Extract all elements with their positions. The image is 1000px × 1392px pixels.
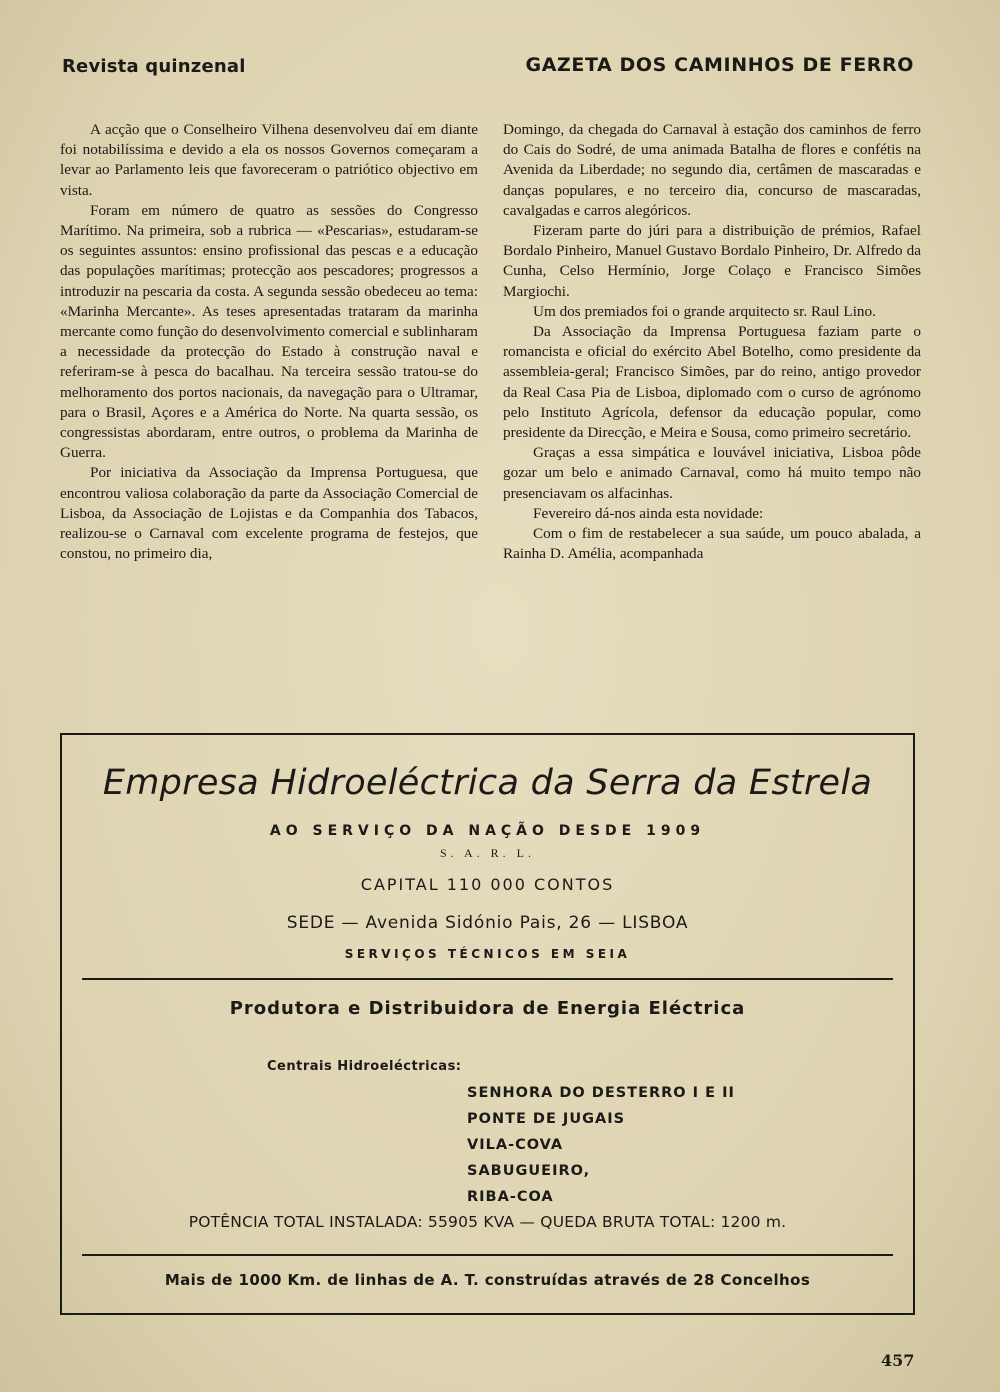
paragraph: Fevereiro dá-nos ainda esta novidade:: [533, 504, 764, 522]
ad-headquarters: SEDE — Avenida Sidónio Pais, 26 — LISBOA: [286, 913, 689, 933]
ad-technical-services: SERVIÇOS TÉCNICOS EM SEIA: [344, 947, 631, 961]
paragraph: Com o fim de restabelecer a sua saúde, um pouco abalada, a Rainha D. Amélia, acompanhada: [503, 525, 921, 563]
ad-plants-list: [467, 1080, 735, 1210]
plant-item: SENHORA DO DESTERRO I E II: [467, 1085, 735, 1101]
paragraph: Fizeram parte do júri para a distribuição de prémios, Rafael Bordalo Pinheiro, Manuel Gustavo Bordalo Pinheiro, Dr. Alfredo da Cunha, Celso Hermínio, Jorge Colaço e Francisco Simões Margiochi.: [503, 222, 921, 300]
ad-divider: [82, 978, 893, 980]
ad-divider: [82, 1254, 893, 1256]
plant-item: VILA-COVA: [467, 1137, 564, 1153]
plant-item: SABUGUEIRO,: [467, 1163, 591, 1179]
page-number: 457: [881, 1351, 915, 1370]
paragraph: Por iniciativa da Associação da Imprensa Portuguesa, que encontrou valiosa colaboração da parte da Associação Comercial de Lisboa, da Associação de Lojistas e da Companhia dos Tabacos, realizou-se o Carnaval com excelente programa de festejos, que constou, no primeiro dia,: [60, 464, 478, 563]
ad-installed-power: POTÊNCIA TOTAL INSTALADA: 55905 KVA — QUEDA BRUTA TOTAL: 1200 m.: [188, 1213, 787, 1231]
plant-item: PONTE DE JUGAIS: [467, 1111, 626, 1127]
ad-lines-footer: Mais de 1000 Km. de linhas de A. T. construídas através de 28 Concelhos: [164, 1271, 811, 1289]
ad-capital: CAPITAL 110 000 CONTOS: [360, 875, 615, 894]
ad-company-name: Empresa Hidroeléctrica da Serra da Estrela: [102, 763, 873, 803]
paragraph: Da Associação da Imprensa Portuguesa faziam parte o romancista e oficial do exército Abel Botelho, como presidente da assembleia-geral; Francisco Simões, par do reino, antigo provedor da Real Casa Pia de Lisboa, diplomado com o curso de agrónomo pelo Instituto Agrícola, defensor da educação popular, como presidente da Direcção, e Meira e Sousa, como primeiro secretário.: [503, 323, 921, 442]
paragraph: Domingo, da chegada do Carnaval à estação dos caminhos de ferro do Cais do Sodré, de uma animada Batalha de flores e confétis na Avenida da Liberdade; no segundo dia, certâmen de mascaradas e danças populares, e no terceiro dia, concurso de mascaradas, cavalgadas e carros alegóricos.: [503, 121, 921, 219]
right-column: [503, 120, 921, 564]
ad-plants-label: Centrais Hidroeléctricas:: [267, 1059, 462, 1074]
header-left: Revista quinzenal: [62, 56, 246, 77]
paragraph: Graças a essa simpática e louvável iniciativa, Lisboa pôde gozar um belo e animado Carnaval, como há muito tempo não presenciavam os alfacinhas.: [503, 444, 921, 502]
advertisement-box: [60, 733, 915, 1315]
ad-producer-line: Produtora e Distribuidora de Energia Eléctrica: [229, 998, 746, 1019]
left-column: [60, 120, 478, 564]
ad-sarl: S. A. R. L.: [439, 846, 535, 860]
plant-item: RIBA-COA: [467, 1189, 554, 1205]
paragraph: Foram em número de quatro as sessões do Congresso Marítimo. Na primeira, sob a rubrica — «Pescarias», estudaram-se os seguintes assuntos: ensino profissional das pescas e a educação das populações marítimas; protecção aos pescadores; progressos a introduzir na pescaria da costa. A segunda sessão obedeceu ao tema: «Marinha Mercante». As teses apresentadas trataram da marinha mercante como função do desenvolvimento comercial e sublinharam a necessidade da protecção do Estado à construção naval e referiram-se à pesca do bacalhau. Na terceira sessão tratou-se do melhoramento dos portos nacionais, da navegação para o Ultramar, para o Brasil, Açores e a América do Norte. Na quarta sessão, os congressistas abordaram, entre outros, o problema da Marinha de Guerra.: [60, 201, 478, 462]
ad-service-line: AO SERVIÇO DA NAÇÃO DESDE 1909: [269, 823, 706, 839]
header-right: GAZETA DOS CAMINHOS DE FERRO: [525, 54, 914, 76]
paragraph: Um dos premiados foi o grande arquitecto sr. Raul Lino.: [533, 302, 876, 320]
paragraph: A acção que o Conselheiro Vilhena desenvolveu daí em diante foi notabilíssima e devido a ela os nossos Governos começaram a levar ao Parlamento leis que favoreceram o patriótico objectivo em vista.: [60, 121, 478, 199]
